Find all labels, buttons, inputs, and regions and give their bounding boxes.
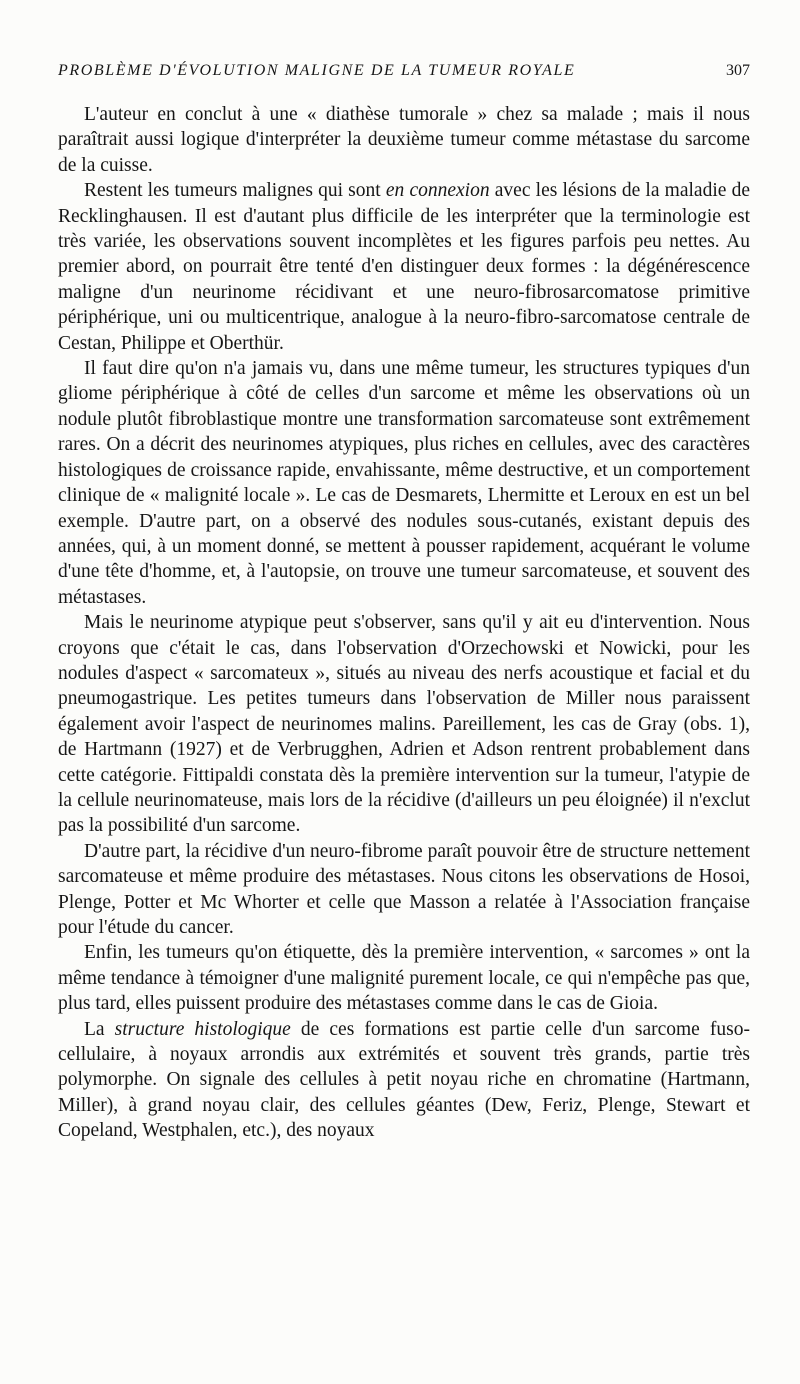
paragraph-text: D'autre part, la récidive d'un neuro-fibrome paraît pouvoir être de structure nettement sarcomateuse et même produire des métastases. Nous citons les observations de Hosoi, Plenge, Potter et Mc Whorter et celle que Masson a relatée à l'Association française pour l'étude du cancer. [58,840,750,938]
paragraph-emphasis: structure histologique [114,1018,291,1040]
paragraph-text-before: La [84,1018,115,1040]
paragraph-4 [58,610,750,839]
paragraph-6 [58,940,750,1016]
paragraph-text: Enfin, les tumeurs qu'on étiquette, dès la première intervention, « sarcomes » ont la même tendance à témoigner d'une malignité purement locale, ce qui n'empêche pas que, plus tard, elles puissent produire des métastases comme dans le cas de Gioia. [58,942,750,1015]
paragraph-7 [58,1017,750,1144]
paragraph-text: Il faut dire qu'on n'a jamais vu, dans une même tumeur, les structures typiques d'un gliome périphérique à côté de celles d'un sarcome et même les observations où un nodule plutôt fibroblastique montre une transformation sarcomateuse sont extrêmement rares. On a décrit des neurinomes atypiques, plus riches en cellules, avec des caractères histologiques de croissance rapide, envahissante, même destructive, et un comportement clinique de « malignité locale ». Le cas de Desmarets, Lhermitte et Leroux en est un bel exemple. D'autre part, on a observé des nodules sous-cutanés, existant depuis des années, qui, à un moment donné, se mettent à pousser rapidement, acquérant le volume d'une tête d'homme, et, à l'autopsie, on trouve une tumeur sarcomateuse, et souvent des métastases. [58,358,750,608]
paragraph-text: Mais le neurinome atypique peut s'observer, sans qu'il y ait eu d'intervention. Nous croyons que c'était le cas, dans l'observation d'Orzechowski et Nowicki, pour les nodules d'aspect « sarcomateux », situés au niveau des nerfs acoustique et facial et du pneumogastrique. Les petites tumeurs dans l'observation de Miller nous paraissent également avoir l'aspect de neurinomes malins. Pareillement, les cas de Gray (obs. 1), de Hartmann (1927) et de Verbrugghen, Adrien et Adson rentrent probablement dans cette catégorie. Fittipaldi constata dès la première intervention sur la tumeur, l'atypie de la cellule neurinomateuse, mais lors de la récidive (d'ailleurs un peu éloignée) il n'exclut pas la possibilité d'un sarcome. [58,612,750,837]
paragraph-text: L'auteur en conclut à une « diathèse tumorale » chez sa malade ; mais il nous paraîtrait aussi logique d'interpréter la deuxième tumeur comme métastase du sarcome de la cuisse. [58,104,750,176]
paragraph-5 [58,839,750,941]
paragraph-text-after: de ces formations est partie celle d'un sarcome fuso-cellulaire, à noyaux arrondis aux extrémités et souvent très grands, partie très polymorphe. On signale des cellules à petit noyau riche en chromatine (Hartmann, Miller), à grand noyau clair, des cellules géantes (Dew, Feriz, Plenge, Stewart et Copeland, Westphalen, etc.), des noyaux [58,1018,750,1142]
paragraph-1 [58,102,750,178]
running-head [58,62,750,92]
paragraph-2 [58,178,750,356]
paragraph-text-before: Restent les tumeurs malignes qui sont [84,180,386,202]
paragraph-emphasis: en connexion [385,180,490,202]
running-title: PROBLÈME D'ÉVOLUTION MALIGNE DE LA TUMEUR ROYALE [58,62,576,79]
page-number: 307 [726,62,750,79]
paragraph-text-after: avec les lésions de la maladie de Recklinghausen. Il est d'autant plus difficile de les interpréter que la terminologie est très variée, les observations souvent incomplètes et les figures parfois peu nettes. Au premier abord, on pourrait être tenté d'en distinguer deux formes : la dégénérescence maligne d'un neurinome récidivant et une neuro-fibrosarcomatose primitive périphérique, uni ou multicentrique, analogue à la neuro-fibro-sarcomatose centrale de Cestan, Philippe et Oberthür. [58,180,750,354]
page [58,62,750,1144]
paragraph-3 [58,356,750,610]
